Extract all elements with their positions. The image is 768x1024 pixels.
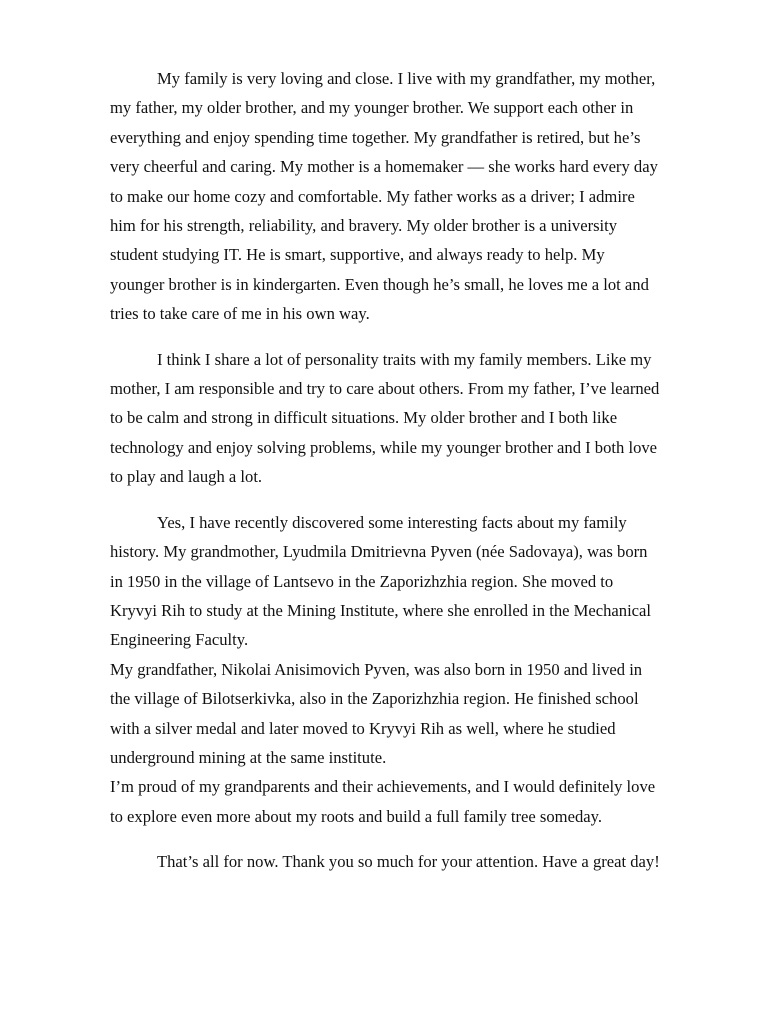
text-line: to be calm and strong in difficult situations. My older brother and I both like — [110, 408, 618, 428]
text-line: That’s all for now. Thank you so much for your attention. Have a great day! — [157, 852, 660, 872]
text-line: very cheerful and caring. My mother is a homemaker — she works hard every day — [110, 157, 658, 177]
text-line: him for his strength, reliability, and bravery. My older brother is a university — [110, 216, 618, 236]
text-line: everything and enjoy spending time together. My grandfather is retired, but he’s — [110, 127, 641, 147]
text-line: with a silver medal and later moved to Kryvyi Rih as well, where he studied — [110, 718, 616, 738]
text-line: younger brother is in kindergarten. Even though he’s small, he loves me a lot and — [110, 274, 649, 294]
text-line: underground mining at the same institute. — [110, 747, 387, 767]
text-line: My grandfather, Nikolai Anisimovich Pyven, was also born in 1950 and lived in — [110, 659, 643, 679]
text-line: Kryvyi Rih to study at the Mining Institute, where she enrolled in the Mechanical — [110, 600, 652, 620]
text-line: My family is very loving and close. I live with my grandfather, my mother, — [157, 69, 656, 88]
text-line: mother, I am responsible and try to care about others. From my father, I’ve learned — [110, 379, 660, 399]
paragraph-closing — [110, 847, 715, 876]
text-line: student studying IT. He is smart, supportive, and always ready to help. My — [110, 245, 605, 265]
paragraph-family-intro — [110, 64, 715, 329]
text-line: history. My grandmother, Lyudmila Dmitrievna Pyven (née Sadovaya), was born — [110, 542, 648, 562]
text-line: I’m proud of my grandparents and their achievements, and I would definitely love — [110, 777, 656, 797]
document-page — [110, 64, 715, 893]
text-line: Yes, I have recently discovered some interesting facts about my family — [157, 512, 627, 532]
text-line: I think I share a lot of personality traits with my family members. Like my — [157, 349, 652, 369]
text-line: to play and laugh a lot. — [110, 467, 263, 487]
paragraph-family-history — [110, 508, 715, 831]
text-line: tries to take care of me in his own way. — [110, 304, 370, 324]
text-line: to explore even more about my roots and build a full family tree someday. — [110, 806, 602, 826]
text-line: to make our home cozy and comfortable. My father works as a driver; I admire — [110, 186, 635, 206]
text-line: my father, my older brother, and my younger brother. We support each other in — [110, 98, 634, 118]
text-line: the village of Bilotserkivka, also in the Zaporizhzhia region. He finished school — [110, 689, 639, 709]
text-line: technology and enjoy solving problems, while my younger brother and I both love — [110, 437, 658, 457]
paragraph-personality-traits — [110, 345, 715, 492]
text-line: in 1950 in the village of Lantsevo in the Zaporizhzhia region. She moved to — [110, 571, 614, 591]
text-line: Engineering Faculty. — [110, 630, 249, 650]
